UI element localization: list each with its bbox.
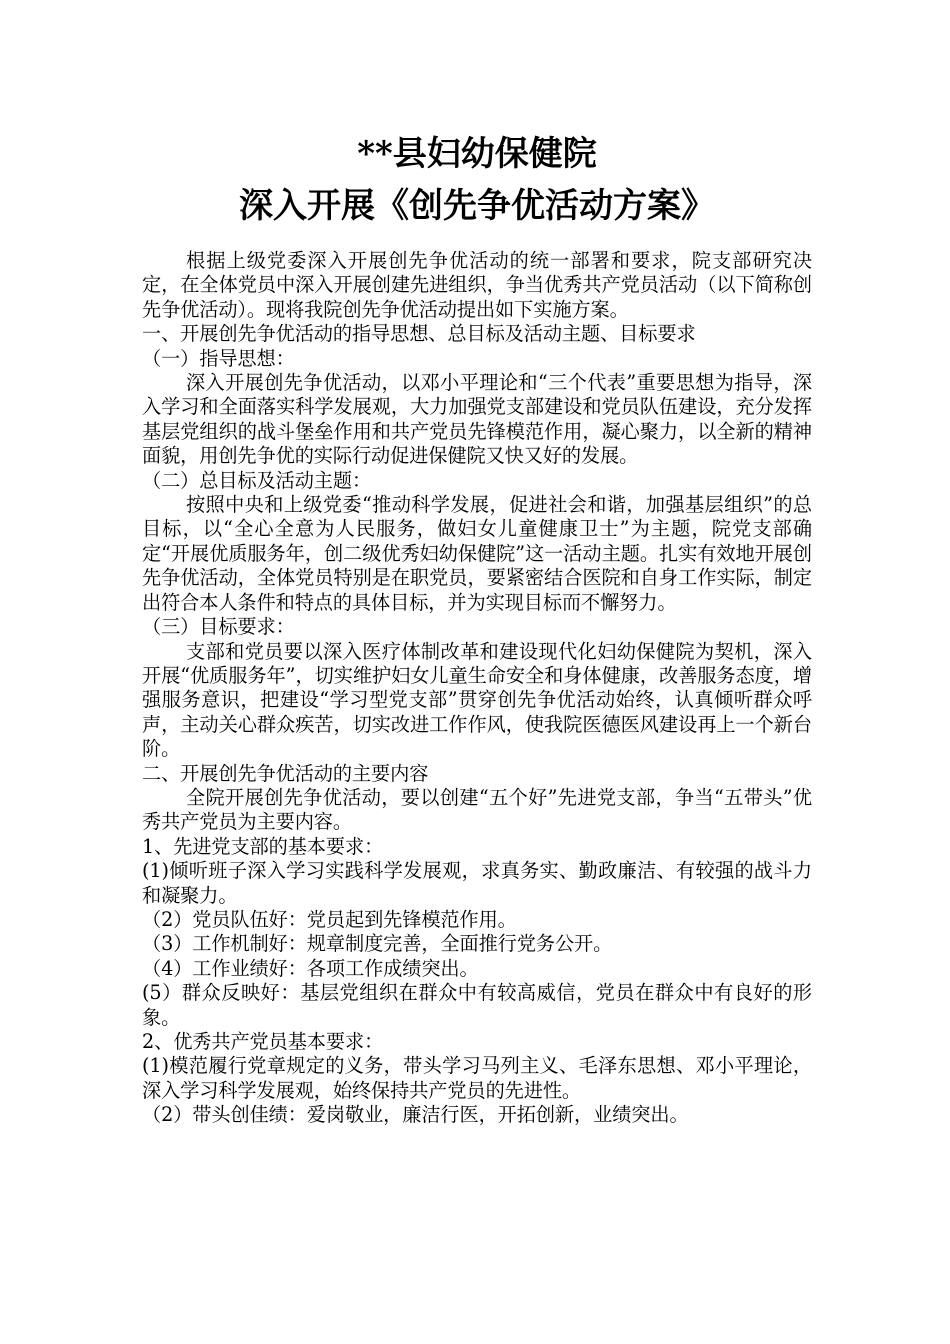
section-heading-2: 二、开展创先争优活动的主要内容 [142,761,429,785]
paragraph-guiding-thought: 深入开展创先争优活动，以邓小平理论和“三个代表”重要思想为指导，深入学习和全面落实科学发展观，大力加强党支部建设和党员队伍建设，充分发挥基层党组织的战斗堡垒作用和共产党员先锋模范作用，凝心聚力，以全新的精神面貌，用创先争优的实际行动促进保健院又快又好的发展。 [142,371,812,468]
subsection-heading-target-requirements: （三）目标要求： [142,615,295,639]
list-item-branch-3: （3）工作机制好：规章制度完善，全面推行党务公开。 [142,932,613,956]
list-item-branch-4: （4）工作业绩好：各项工作成绩突出。 [142,956,479,980]
list-heading-advanced-branch: 1、先进党支部的基本要求： [142,834,384,858]
list-item-branch-1: (1)倾听班子深入学习实践科学发展观，求真务实、勤政廉洁、有较强的战斗力和凝聚力。 [142,859,812,907]
subsection-heading-guiding-thought: （一）指导思想： [142,346,295,370]
list-item-member-1: (1)模范履行党章规定的义务，带头学习马列主义、毛泽东思想、邓小平理论，深入学习科学发展观，始终保持共产党员的先进性。 [142,1054,812,1102]
paragraph-target-requirements: 支部和党员要以深入医疗体制改革和建设现代化妇幼保健院为契机，深入开展“优质服务年”，切实维护妇女儿童生命安全和身体健康，改善服务态度，增强服务意识，把建设“学习型党支部”贯穿创先争优活动始终，认真倾听群众呼声，主动关心群众疾苦，切实改进工作作风，使我院医德医风建设再上一个新台阶。 [142,639,812,761]
document-title-line2: 深入开展《创先争优活动方案》 [239,186,715,226]
list-heading-excellent-member: 2、优秀共产党员基本要求： [142,1030,384,1053]
document-title-line1: **县妇幼保健院 [357,134,597,174]
list-item-branch-2: （2）党员队伍好：党员起到先锋模范作用。 [142,907,517,931]
list-item-member-2: （2）带头创佳绩：爱岗敬业，廉洁行医，开拓创新，业绩突出。 [142,1103,689,1127]
section-heading-1: 一、开展创先争优活动的指导思想、总目标及活动主题、目标要求 [142,322,696,346]
document-body [142,249,812,1128]
document-page [142,128,812,1128]
list-item-branch-5: (5）群众反映好：基层党组织在群众中有较高威信，党员在群众中有良好的形象。 [142,981,812,1029]
subsection-heading-overall-goal: （二）总目标及活动主题： [142,468,372,492]
paragraph-intro: 根据上级党委深入开展创先争优活动的统一部署和要求，院支部研究决定，在全体党员中深入开展创建先进组织，争当优秀共产党员活动（以下简称创先争优活动）。现将我院创先争优活动提出如下实施方案。 [142,249,812,321]
paragraph-overall-goal: 按照中央和上级党委“推动科学发展，促进社会和谐，加强基层组织”的总目标，以“全心全意为人民服务，做妇女儿童健康卫士”为主题，院党支部确定“开展优质服务年，创二级优秀妇幼保健院”这一活动主题。扎实有效地开展创先争优活动，全体党员特别是在职党员，要紧密结合医院和自身工作实际，制定出符合本人条件和特点的具体目标，并为实现目标而不懈努力。 [142,493,812,614]
paragraph-main-content: 全院开展创先争优活动，要以创建“五个好”先进党支部，争当“五带头”优秀共产党员为主要内容。 [142,785,812,834]
